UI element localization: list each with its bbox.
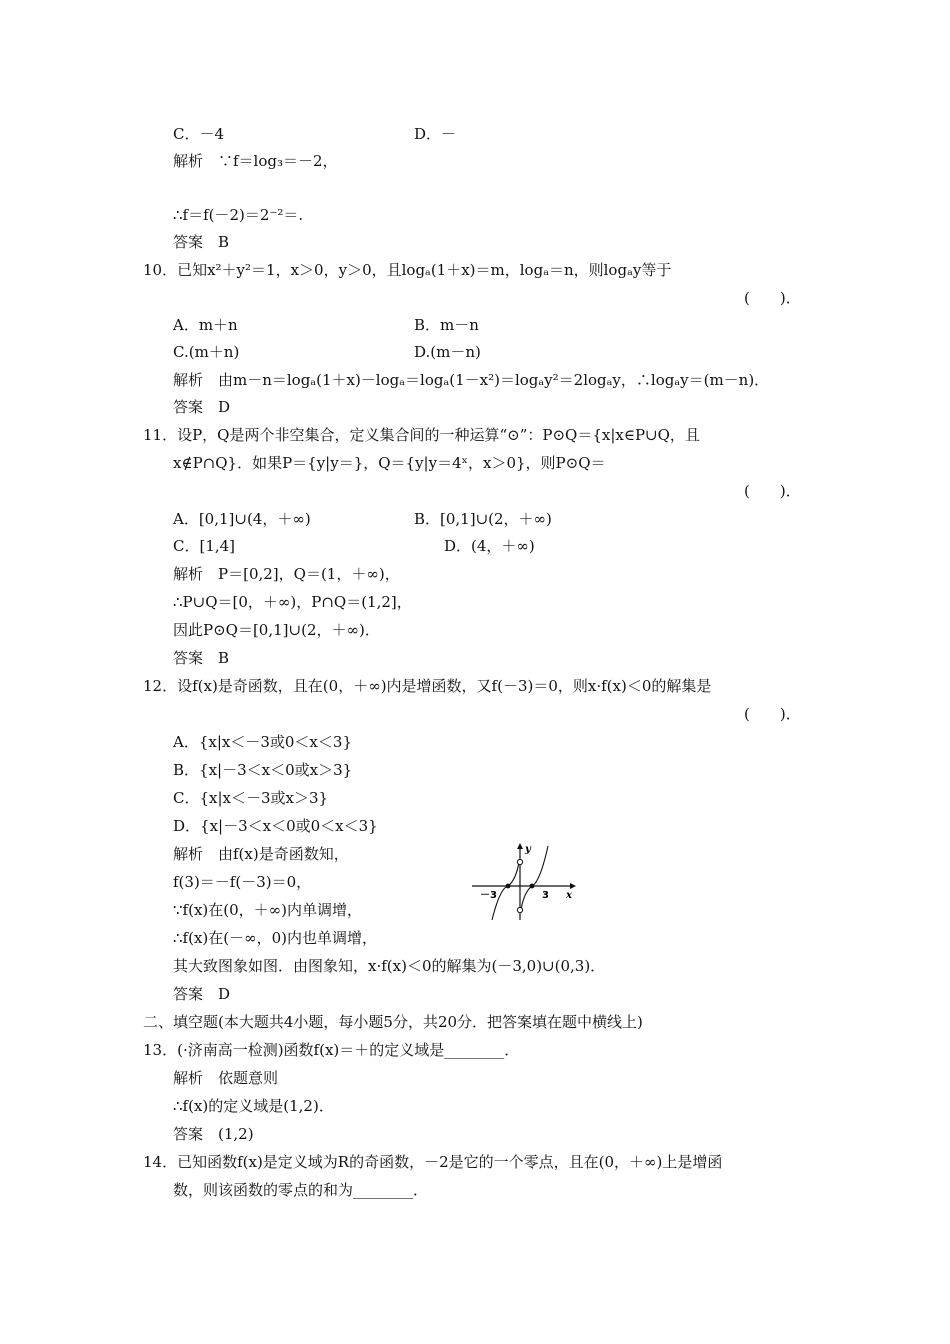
text-line: 答案 D [173, 398, 231, 416]
text-line: 解析 P＝[0,2]，Q＝(1，＋∞)， [173, 565, 400, 583]
text-line: 解析 ∵f＝log₃＝－2， [173, 152, 338, 170]
pos3-label: 3 [542, 890, 549, 901]
text-line: 14．已知函数f(x)是定义域为R的奇函数，－2是它的一个零点，且在(0，＋∞)上是增函 [143, 1153, 723, 1171]
x-axis-label: x [566, 890, 572, 901]
text-line: 答案 B [173, 233, 230, 251]
text-line: C．[1,4] [173, 537, 236, 555]
y-axis-label: y [525, 844, 531, 855]
answer-paren: ( )． [744, 289, 801, 307]
text-line: ∴P∪Q＝[0，＋∞)，P∩Q＝(1,2]， [173, 593, 412, 611]
x-axis-arrow [570, 883, 576, 889]
text-line: 其大致图象如图．由图象知，x·f(x)＜0的解集为(－3,0)∪(0,3)． [173, 957, 606, 975]
text-line: A．{x|x＜－3或0＜x＜3} [173, 733, 352, 751]
text-line: ∵f(x)在(0，＋∞)内单调增， [173, 901, 363, 919]
text-line: 答案 D [173, 985, 231, 1003]
text-line: 解析 由f(x)是奇函数知， [173, 845, 349, 863]
text-line: x∉P∩Q}．如果P＝{y|y＝}，Q＝{y|y＝4ˣ，x＞0}，则P⊙Q＝ [173, 454, 606, 472]
answer-paren: ( )． [744, 705, 801, 723]
text-line: 11．设P，Q是两个非空集合，定义集合间的一种运算“⊙”：P⊙Q＝{x|x∈P∪Q，且 [143, 426, 700, 444]
text-line: D．－ [414, 125, 457, 143]
text-line: 数，则该函数的零点的和为________． [173, 1181, 429, 1199]
text-line: B．[0,1]∪(2，＋∞) [414, 510, 552, 528]
text-line: ∴f＝f(－2)＝2⁻²＝. [173, 206, 304, 224]
text-line: 解析 由m－n＝logₐ(1＋x)－logₐ＝logₐ(1－x²)＝logₐy²＝2logₐy，∴logₐy＝(m－n)． [173, 371, 770, 389]
text-line: 二、填空题(本大题共4小题，每小题5分，共20分．把答案填在题中横线上) [143, 1013, 643, 1031]
y-axis-arrow [517, 843, 523, 849]
text-line: ∴f(x)在(－∞，0)内也单调增， [173, 929, 378, 947]
text-line: A．m＋n [173, 316, 238, 334]
text-line: D．(4，＋∞) [444, 537, 535, 555]
open-point-bottom [517, 907, 522, 912]
text-line: 12．设f(x)是奇函数，且在(0，＋∞)内是增函数，又f(－3)＝0，则x·f(x)＜0的解集是 [143, 677, 712, 695]
text-line: B．{x|－3＜x＜0或x＞3} [173, 761, 353, 779]
text-line: 13．(·济南高一检测)函数f(x)＝＋的定义域是________． [143, 1041, 520, 1059]
text-line: ∴f(x)的定义域是(1,2)． [173, 1097, 334, 1115]
text-line: B．m－n [414, 316, 479, 334]
answer-paren: ( )． [744, 482, 801, 500]
neg3-label: －3 [480, 890, 497, 901]
odd-function-graph [470, 840, 582, 922]
text-line: 答案 B [173, 649, 230, 667]
text-line: 因此P⊙Q＝[0,1]∪(2，＋∞)． [173, 621, 380, 639]
open-point-top [517, 859, 522, 864]
text-line: f(3)＝－f(－3)＝0， [173, 873, 312, 891]
text-line: 解析 依题意则 [173, 1069, 279, 1087]
zero-point-pos3 [530, 884, 535, 889]
text-line: D.(m－n) [414, 343, 481, 361]
text-line: C.(m＋n) [173, 343, 240, 361]
text-line: 答案 (1,2) [173, 1125, 254, 1143]
text-line: C．－4 [173, 125, 225, 143]
zero-point-neg3 [506, 884, 511, 889]
text-line: C．{x|x＜－3或x＞3} [173, 789, 329, 807]
text-line: 10．已知x²＋y²＝1，x＞0，y＞0，且logₐ(1＋x)＝m，logₐ＝n，则logₐy等于 [143, 261, 672, 279]
text-line: A．[0,1]∪(4，＋∞) [173, 510, 311, 528]
text-line: D．{x|－3＜x＜0或0＜x＜3} [173, 817, 378, 835]
